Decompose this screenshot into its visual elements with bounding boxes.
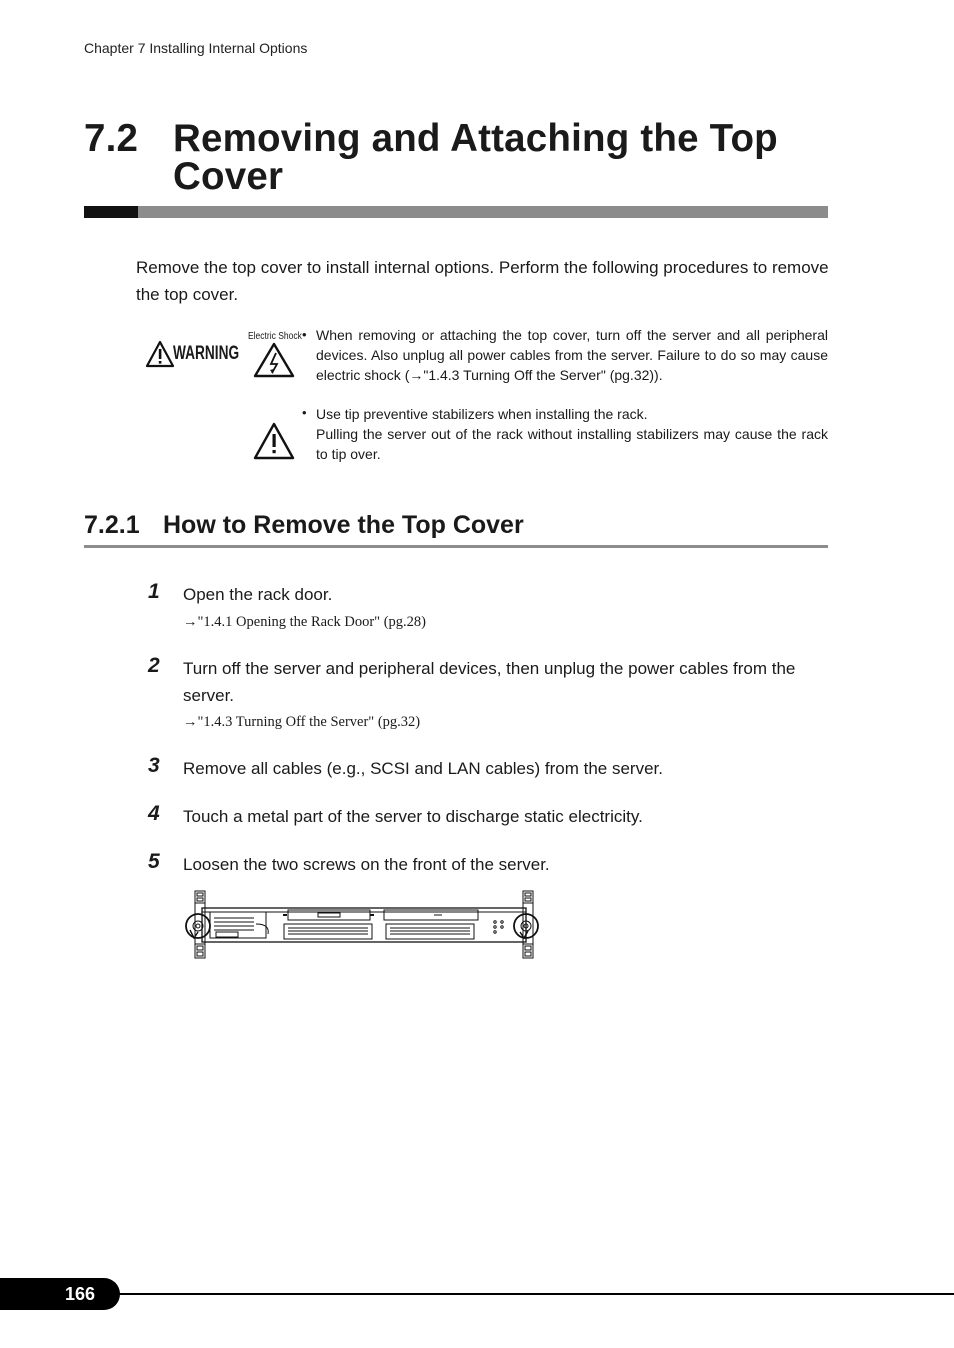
warning-item-stabilizer-line2: Pulling the server out of the rack without installing stabilizers may cause the rack to tip over.: [316, 426, 828, 462]
warning-item-stabilizer: [316, 404, 828, 464]
step-text: Remove all cables (e.g., SCSI and LAN cables) from the server.: [183, 759, 663, 778]
electric-shock-caption: Electric Shock: [248, 331, 302, 342]
server-front-diagram: [184, 888, 544, 967]
step-text: Turn off the server and peripheral devices, then unplug the power cables from the server.: [183, 659, 796, 705]
warning-bullet: •: [302, 405, 307, 420]
warning-item-stabilizer-line1: Use tip preventive stabilizers when installing the rack.: [316, 406, 648, 422]
warning-item-shock: When removing or attaching the top cover, turn off the server and all peripheral devices. Also unplug all power cables from the server. Failure to do so may cause electric shock (→"1.4.3 Turning Off the Server" (pg.32)).: [316, 327, 828, 383]
section-title: Removing and Attaching the Top Cover: [173, 117, 778, 198]
page-number-text: 166: [64, 1284, 96, 1304]
cross-reference-link[interactable]: →"1.4.3 Turning Off the Server" (pg.32): [183, 714, 421, 730]
subsection-rule: [84, 545, 828, 548]
step-number: 3: [148, 754, 160, 777]
electric-shock-icon: [253, 342, 295, 383]
warning-bullet: •: [302, 327, 307, 342]
footer-rule: [110, 1293, 954, 1295]
warning-badge: [145, 340, 265, 368]
step-text: Loosen the two screws on the front of the server.: [183, 855, 550, 874]
step-text: Touch a metal part of the server to discharge static electricity.: [183, 807, 643, 826]
subsection-title: How to Remove the Top Cover: [163, 511, 524, 539]
step-number: 5: [148, 850, 160, 873]
section-number: 7.2: [84, 117, 139, 160]
step-text: Open the rack door.: [183, 585, 333, 604]
heading-rule: [138, 206, 828, 218]
cross-reference-link[interactable]: →"1.4.1 Opening the Rack Door" (pg.28): [183, 614, 426, 630]
warning-triangle-icon: [145, 340, 175, 368]
step-number: 1: [148, 580, 160, 603]
running-header: Chapter 7 Installing Internal Options: [84, 40, 308, 56]
step-number: 4: [148, 802, 160, 825]
step-number: 2: [148, 654, 160, 677]
page-number: [0, 1278, 160, 1310]
intro-paragraph: Remove the top cover to install internal options. Perform the following procedures to remove the top cover.: [136, 258, 829, 304]
heading-rule-accent: [84, 206, 138, 218]
caution-icon: [253, 422, 295, 465]
subsection-number: 7.2.1: [84, 511, 140, 539]
warning-label: WARNING: [173, 343, 240, 364]
